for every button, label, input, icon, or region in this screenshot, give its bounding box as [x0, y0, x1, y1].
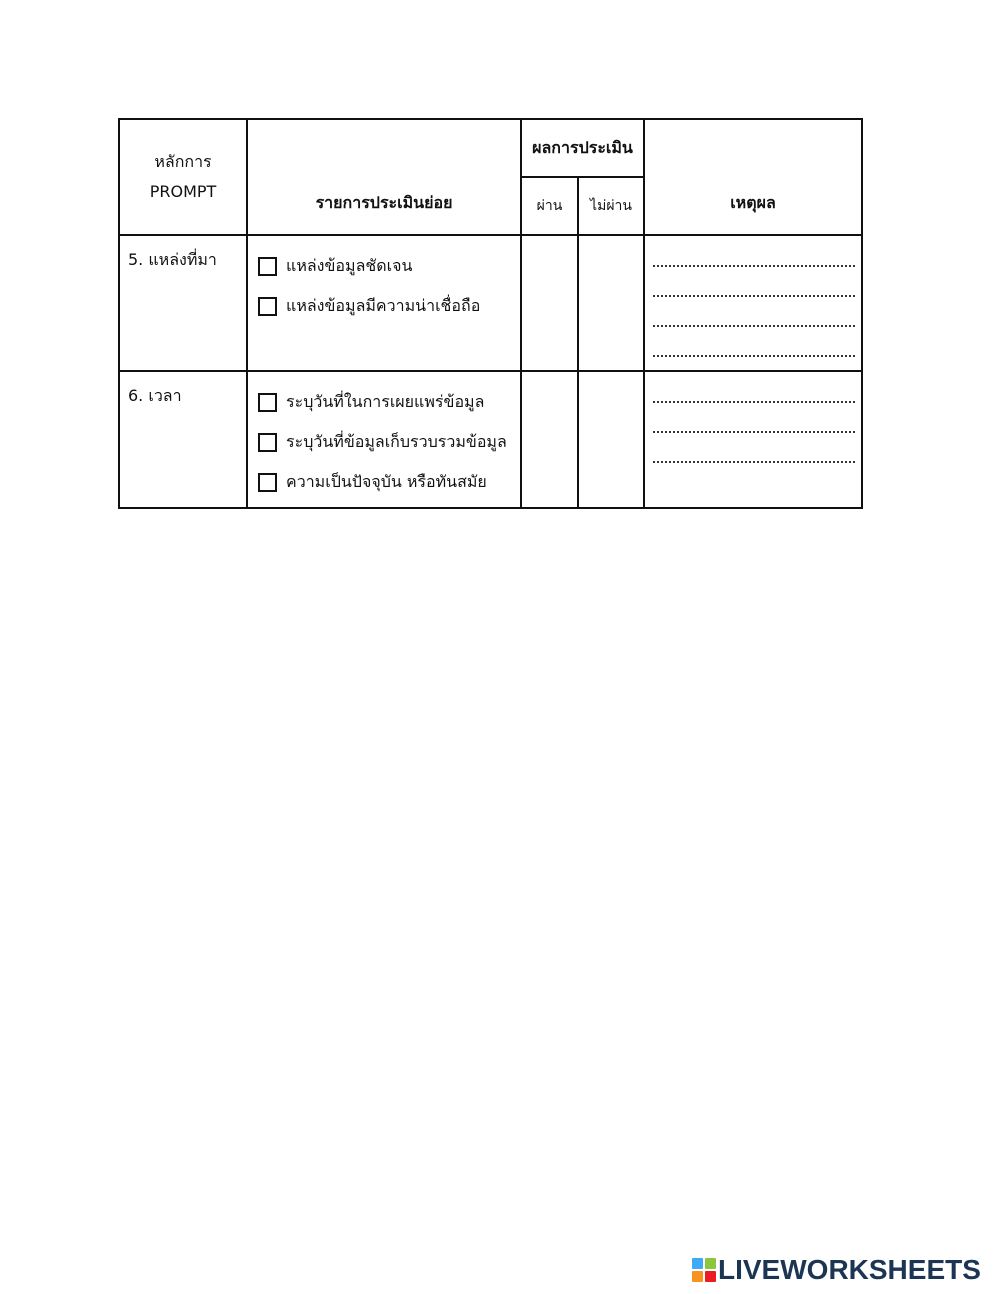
- reason-line[interactable]: [653, 386, 855, 416]
- checkbox[interactable]: [258, 393, 277, 412]
- header-items: รายการประเมินย่อย: [247, 119, 521, 235]
- pass-cell[interactable]: [521, 235, 578, 371]
- checklist-item-label: ความเป็นปัจจุบัน หรือทันสมัย: [286, 471, 487, 491]
- checklist-item[interactable]: [258, 422, 520, 462]
- header-pass: ผ่าน: [521, 177, 578, 235]
- reason-line[interactable]: [653, 310, 855, 340]
- table-row: [119, 371, 862, 508]
- liveworksheets-logo: [692, 1253, 981, 1287]
- header-reason: เหตุผล: [644, 119, 862, 235]
- checklist-item[interactable]: [258, 286, 520, 326]
- checklist-item-label: ระบุวันที่ข้อมูลเก็บรวบรวมข้อมูล: [286, 431, 507, 451]
- header-principle-line1: หลักการ: [154, 152, 212, 171]
- table-row: [119, 235, 862, 371]
- pass-cell[interactable]: [521, 371, 578, 508]
- checkbox[interactable]: [258, 257, 277, 276]
- header-principle-line2: PROMPT: [149, 182, 217, 201]
- row-items: [247, 235, 521, 371]
- header-fail: ไม่ผ่าน: [578, 177, 644, 235]
- checkbox[interactable]: [258, 297, 277, 316]
- checkbox[interactable]: [258, 473, 277, 492]
- checkbox[interactable]: [258, 433, 277, 452]
- checklist-item[interactable]: [258, 462, 520, 502]
- logo-text: LIVEWORKSHEETS: [718, 1254, 981, 1285]
- logo-square: [692, 1271, 703, 1282]
- header-principle: [119, 119, 247, 235]
- logo-mark-icon: [692, 1258, 716, 1282]
- logo-square: [705, 1258, 716, 1269]
- header-result: ผลการประเมิน: [521, 119, 644, 177]
- row-principle: 6. เวลา: [119, 371, 247, 508]
- reason-cell[interactable]: [644, 235, 862, 371]
- reason-cell[interactable]: [644, 371, 862, 508]
- fail-cell[interactable]: [578, 235, 644, 371]
- logo-square: [692, 1258, 703, 1269]
- reason-line[interactable]: [653, 416, 855, 446]
- checklist-item-label: แหล่งข้อมูลมีความน่าเชื่อถือ: [286, 295, 481, 315]
- row-principle: 5. แหล่งที่มา: [119, 235, 247, 371]
- reason-line[interactable]: [653, 250, 855, 280]
- fail-cell[interactable]: [578, 371, 644, 508]
- checklist-item-label: แหล่งข้อมูลชัดเจน: [286, 255, 413, 275]
- evaluation-table: [118, 118, 863, 509]
- reason-line[interactable]: [653, 446, 855, 476]
- checklist-item-label: ระบุวันที่ในการเผยแพร่ข้อมูล: [286, 391, 485, 411]
- reason-line[interactable]: [653, 280, 855, 310]
- logo-square: [705, 1271, 716, 1282]
- checklist-item[interactable]: [258, 246, 520, 286]
- checklist-item[interactable]: [258, 382, 520, 422]
- row-items: [247, 371, 521, 508]
- reason-line[interactable]: [653, 340, 855, 370]
